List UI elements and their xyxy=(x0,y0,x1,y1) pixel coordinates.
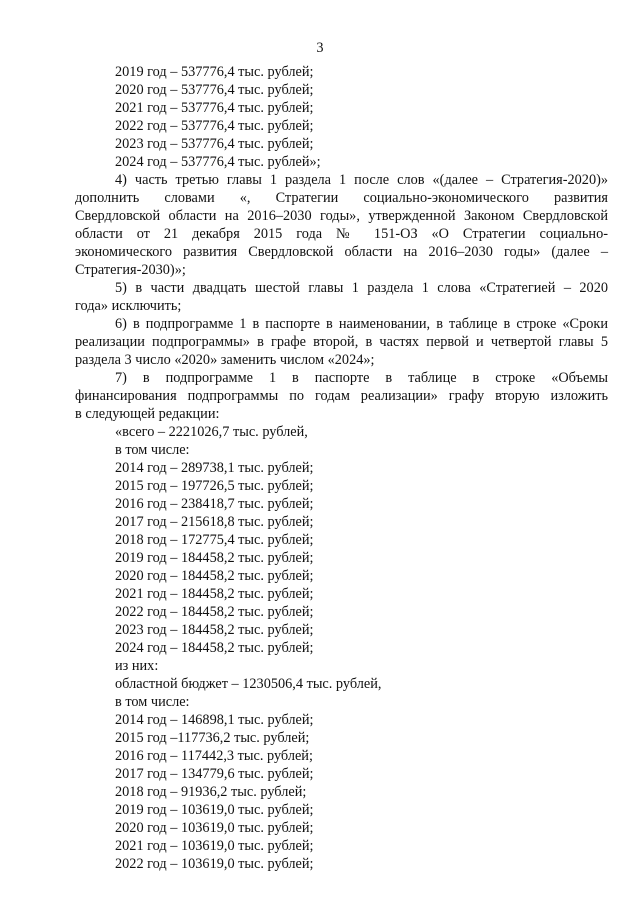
text-line: года» исключить; xyxy=(75,298,182,314)
text-line: раздела 3 число «2020» заменить числом «2024»; xyxy=(75,352,375,368)
text-line: 2014 год – 146898,1 тыс. рублей; xyxy=(115,712,314,728)
text-line: 2018 год – 172775,4 тыс. рублей; xyxy=(115,532,314,548)
text-line: 2019 год – 103619,0 тыс. рублей; xyxy=(115,802,314,818)
text-line: 2015 год – 197726,5 тыс. рублей; xyxy=(115,478,314,494)
text-line: 2020 год – 103619,0 тыс. рублей; xyxy=(115,820,314,836)
text-line: 2018 год – 91936,2 тыс. рублей; xyxy=(115,784,307,800)
text-line: «всего – 2221026,7 тыс. рублей, xyxy=(115,424,308,440)
text-line: реализации подпрограммы» в графе второй, в частях первой и четвертой главы 5 xyxy=(75,334,608,350)
text-line: 2014 год – 289738,1 тыс. рублей; xyxy=(115,460,314,476)
text-line: 2022 год – 537776,4 тыс. рублей; xyxy=(115,118,314,134)
text-line: 2021 год – 184458,2 тыс. рублей; xyxy=(115,586,314,602)
text-line: 2023 год – 184458,2 тыс. рублей; xyxy=(115,622,314,638)
text-line: 2024 год – 184458,2 тыс. рублей; xyxy=(115,640,314,656)
text-line: 7) в подпрограмме 1 в паспорте в таблице в строке «Объемы xyxy=(115,370,608,386)
text-line: Стратегия-2030)»; xyxy=(75,262,186,278)
text-line: 2021 год – 103619,0 тыс. рублей; xyxy=(115,838,314,854)
text-line: дополнить словами «, Стратегии социально-экономического развития xyxy=(75,190,608,206)
text-line: 2020 год – 537776,4 тыс. рублей; xyxy=(115,82,314,98)
text-line: 6) в подпрограмме 1 в паспорте в наименовании, в таблице в строке «Сроки xyxy=(115,316,608,332)
text-line: области от 21 декабря 2015 года № 151-ОЗ «О Стратегии социально- xyxy=(75,226,608,242)
text-line: в том числе: xyxy=(115,694,190,710)
text-line: в следующей редакции: xyxy=(75,406,220,422)
text-line: в том числе: xyxy=(115,442,190,458)
text-line: 2022 год – 184458,2 тыс. рублей; xyxy=(115,604,314,620)
text-line: 2017 год – 215618,8 тыс. рублей; xyxy=(115,514,314,530)
text-line: 5) в части двадцать шестой главы 1 раздела 1 слова «Стратегией – 2020 xyxy=(115,280,608,296)
text-line: 2024 год – 537776,4 тыс. рублей»; xyxy=(115,154,321,170)
page-number: 3 xyxy=(316,40,324,56)
text-line: 2020 год – 184458,2 тыс. рублей; xyxy=(115,568,314,584)
text-line: Свердловской области на 2016–2030 годы», утвержденной Законом Свердловской xyxy=(75,208,608,224)
text-line: 2019 год – 184458,2 тыс. рублей; xyxy=(115,550,314,566)
text-line: из них: xyxy=(115,658,159,674)
text-line: 2019 год – 537776,4 тыс. рублей; xyxy=(115,64,314,80)
text-line: областной бюджет – 1230506,4 тыс. рублей, xyxy=(115,676,382,692)
text-line: 4) часть третью главы 1 раздела 1 после слов «(далее – Стратегия-2020)» xyxy=(115,172,608,188)
text-line: 2017 год – 134779,6 тыс. рублей; xyxy=(115,766,314,782)
text-line: 2016 год – 238418,7 тыс. рублей; xyxy=(115,496,314,512)
text-line: финансирования подпрограммы по годам реализации» графу вторую изложить xyxy=(75,388,608,404)
text-line: 2022 год – 103619,0 тыс. рублей; xyxy=(115,856,314,872)
text-line: 2023 год – 537776,4 тыс. рублей; xyxy=(115,136,314,152)
text-line: 2021 год – 537776,4 тыс. рублей; xyxy=(115,100,314,116)
text-line: 2015 год –117736,2 тыс. рублей; xyxy=(115,730,310,746)
text-line: 2016 год – 117442,3 тыс. рублей; xyxy=(115,748,313,764)
text-line: экономического развития Свердловской области на 2016–2030 годы» (далее – xyxy=(75,244,608,260)
